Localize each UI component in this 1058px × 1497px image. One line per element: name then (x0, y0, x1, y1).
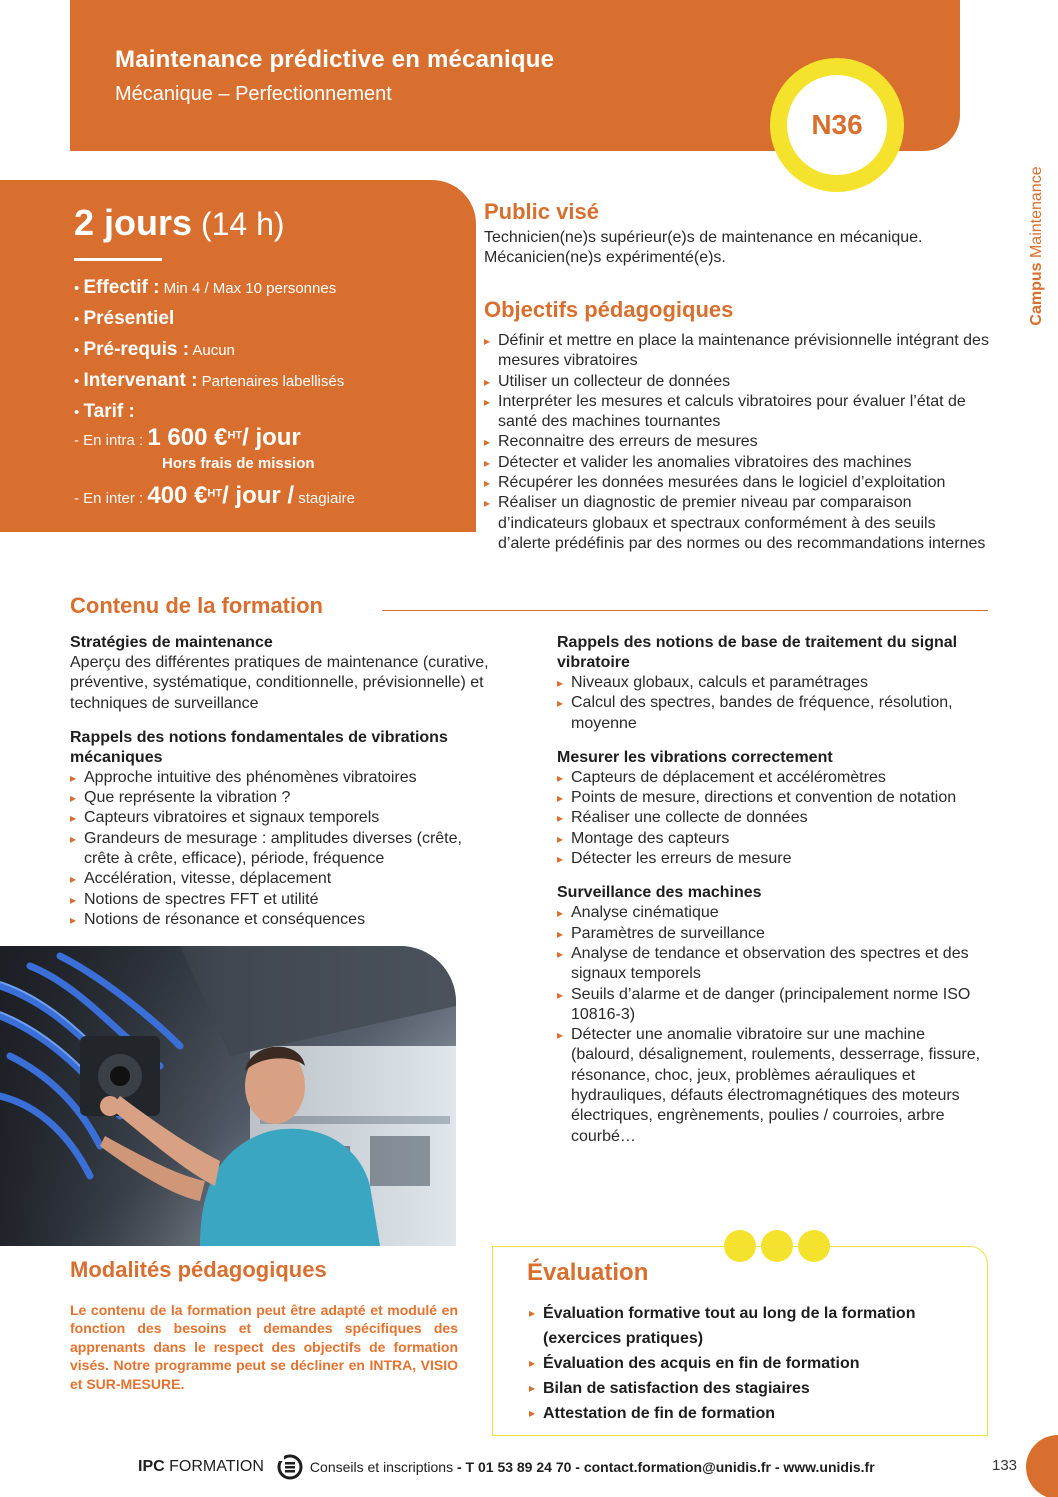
campus-label-rest: Maintenance (1028, 166, 1045, 263)
contenu-left-column (70, 633, 490, 930)
contenu-section-title: Rappels des notions fondamentales de vibrations mécaniques (70, 728, 448, 766)
intervenant-label: Intervenant : (83, 370, 198, 391)
campus-side-label (1024, 150, 1050, 342)
brand-rest: FORMATION (164, 1458, 264, 1475)
intra-label: - En intra : (74, 432, 148, 449)
list-item: ▸ Détecter les erreurs de mesure (557, 849, 987, 869)
contenu-section (70, 728, 490, 930)
inter-unit: / jour / (222, 482, 295, 509)
intervenant-value: Partenaires labellisés (197, 373, 345, 390)
contenu-section (557, 748, 987, 869)
list-item: ▸ Réaliser un diagnostic de premier niveau par comparaison d’indicateurs globaux et spectraux conformément à des seuils d’alerte prédéfinis par des normes ou des recommandations internes (484, 493, 992, 554)
bullet: • (74, 280, 80, 297)
list-item: ▸ Notions de résonance et conséquences (70, 910, 490, 930)
list-item: ▸ Évaluation formative tout au long de la formation (529, 1301, 915, 1326)
list-item: ▸ Détecter une anomalie vibratoire sur une machine (balourd, désalignement, roulements, desserrage, fissure, résonance, choc, jeux, problèmes aérauliques et hydrauliques, défauts électromagnétiques des moteurs électriques, engrènements, poulies / courroies, arbre courbé… (557, 1025, 987, 1147)
technician-photo (0, 946, 456, 1246)
effectif-label: Effectif : (83, 277, 160, 298)
contenu-section (557, 633, 987, 734)
evaluation-heading: Évaluation (527, 1259, 649, 1286)
contenu-right-column (557, 633, 987, 1147)
objectifs-heading: Objectifs pédagogiques (484, 297, 734, 322)
inter-ht: HT (207, 487, 223, 500)
public-line: Mécanicien(ne)s expérimenté(e)s. (484, 249, 726, 266)
presentiel-label: Présentiel (83, 308, 175, 329)
intervenant-row (74, 370, 344, 392)
contenu-heading: Contenu de la formation (70, 593, 323, 618)
intra-unit: / jour (242, 424, 301, 451)
tarif-row (74, 401, 135, 423)
page-number: 133 (992, 1457, 1018, 1474)
list-item: ▸ Seuils d’alarme et de danger (principalement norme ISO 10816-3) (557, 985, 987, 1026)
list-item: ▸ Paramètres de surveillance (557, 924, 987, 944)
contenu-section-title: Rappels des notions de base de traitement du signal vibratoire (557, 634, 958, 671)
bullet: • (74, 311, 80, 328)
list-item: ▸ Utiliser un collecteur de données (484, 372, 992, 392)
contenu-section-list (557, 903, 987, 1147)
inter-label: - En inter : (74, 490, 148, 507)
duration (74, 202, 285, 244)
contenu-section-title: Mesurer les vibrations correctement (557, 748, 833, 766)
list-item: ▸ Capteurs vibratoires et signaux temporels (70, 808, 490, 828)
page-title: Maintenance prédictive en mécanique (115, 46, 555, 73)
list-item: ▸ Reconnaitre des erreurs de mesures (484, 432, 992, 452)
public-heading: Public visé (484, 199, 599, 224)
list-item: ▸ Évaluation des acquis en fin de formation (529, 1351, 915, 1376)
contenu-section-title: Stratégies de maintenance (70, 634, 273, 651)
footer-contact (310, 1459, 875, 1475)
inter-amount: 400 € (147, 482, 208, 509)
list-item: ▸ Analyse de tendance et observation des spectres et des signaux temporels (557, 944, 987, 985)
bullet: • (74, 404, 80, 421)
contenu-section-title: Surveillance des machines (557, 884, 762, 902)
evaluation-list (529, 1301, 915, 1426)
list-item: ▸ Réaliser une collecte de données (557, 808, 987, 828)
prerequis-value: Aucun (189, 342, 235, 359)
inter-unit-stagiaire: stagiaire (294, 490, 355, 507)
bullet: • (74, 373, 80, 390)
list-item: ▸ Capteurs de déplacement et accéléromètres (557, 768, 987, 788)
presentiel-row (74, 308, 174, 330)
list-item: ▸ Définir et mettre en place la maintenance prévisionnelle intégrant des mesures vibratoires (484, 331, 992, 372)
modalites-text: Le contenu de la formation peut être adapté et modulé en fonction des besoins et demandes spécifiques des apprenants dans le respect des objectifs de formation visés. Notre programme peut se décliner en INTRA, VISIO et SUR-MESURE. (70, 1302, 458, 1392)
campus-label-bold: Campus (1028, 262, 1045, 326)
list-item: ▸ Montage des capteurs (557, 829, 987, 849)
list-item: ▸ Niveaux globaux, calculs et paramétrages (557, 673, 987, 693)
list-item: ▸ Récupérer les données mesurées dans le logiciel d’exploitation (484, 473, 992, 493)
list-item: ▸ Grandeurs de mesurage : amplitudes diverses (crête, crête à crête, efficace), période, fréquence (70, 829, 490, 870)
contenu-section-list (557, 768, 987, 869)
public-line: Technicien(ne)s supérieur(e)s de maintenance en mécanique. (484, 229, 923, 246)
intra-amount: 1 600 € (147, 424, 228, 451)
intra-ht: HT (227, 429, 243, 442)
code-badge: N36 (787, 75, 887, 175)
duration-days: 2 jours (74, 202, 193, 243)
list-item: ▸ Que représente la vibration ? (70, 788, 490, 808)
list-item: ▸ Bilan de satisfaction des stagiaires (529, 1376, 915, 1401)
brand-bold: IPC (138, 1458, 165, 1475)
duration-underline (74, 258, 162, 261)
list-item: ▸ Approche intuitive des phénomènes vibratoires (70, 768, 490, 788)
info-box (0, 180, 476, 532)
contenu-section (557, 883, 987, 1147)
list-item: ▸ Interpréter les mesures et calculs vibratoires pour évaluer l’état de santé des machines tournantes (484, 392, 992, 433)
intra-note: Hors frais de mission (162, 455, 315, 472)
public-text (484, 228, 984, 268)
intra-price (74, 424, 301, 452)
list-item: ▸ Détecter et valider les anomalies vibratoires des machines (484, 453, 992, 473)
contenu-section-desc: Aperçu des différentes pratiques de maintenance (curative, préventive, systématique, conditionnelle, prévisionnelle) et techniques de surveillance (70, 654, 489, 712)
footer-conseils: Conseils et inscriptions (309, 1459, 454, 1475)
list-item: ▸ Notions de spectres FFT et utilité (70, 890, 490, 910)
contenu-section (70, 633, 490, 714)
corner-decoration (1026, 1435, 1058, 1497)
page-subtitle: Mécanique – Perfectionnement (115, 83, 392, 105)
evaluation-box (492, 1246, 988, 1436)
list-item: ▸ Calcul des spectres, bandes de fréquence, résolution, moyenne (557, 693, 987, 734)
footer-contact-details[interactable]: - T 01 53 89 24 70 - contact.formation@unidis.fr - www.unidis.fr (453, 1459, 875, 1475)
contenu-section-list (70, 768, 490, 930)
duration-hours: (14 h) (192, 206, 285, 242)
list-item: ▸ Accélération, vitesse, déplacement (70, 869, 490, 889)
list-item: ▸ Attestation de fin de formation (529, 1401, 915, 1426)
list-item: (exercices pratiques) (543, 1330, 704, 1347)
modalites-heading: Modalités pédagogiques (70, 1257, 327, 1282)
prerequis-label: Pré-requis : (83, 339, 190, 360)
list-item: ▸ Analyse cinématique (557, 903, 987, 923)
list-item: ▸ Points de mesure, directions et convention de notation (557, 788, 987, 808)
contact-icon (276, 1453, 304, 1481)
inter-price (74, 482, 355, 510)
prerequis-row (74, 339, 235, 361)
effectif-value: Min 4 / Max 10 personnes (159, 280, 337, 297)
objectifs-list (484, 331, 992, 554)
tarif-label: Tarif : (83, 401, 135, 422)
bullet: • (74, 342, 80, 359)
brand (138, 1458, 264, 1476)
contenu-rule (382, 610, 988, 611)
effectif-row (74, 277, 336, 299)
footer (138, 1455, 875, 1479)
contenu-section-list (557, 673, 987, 734)
